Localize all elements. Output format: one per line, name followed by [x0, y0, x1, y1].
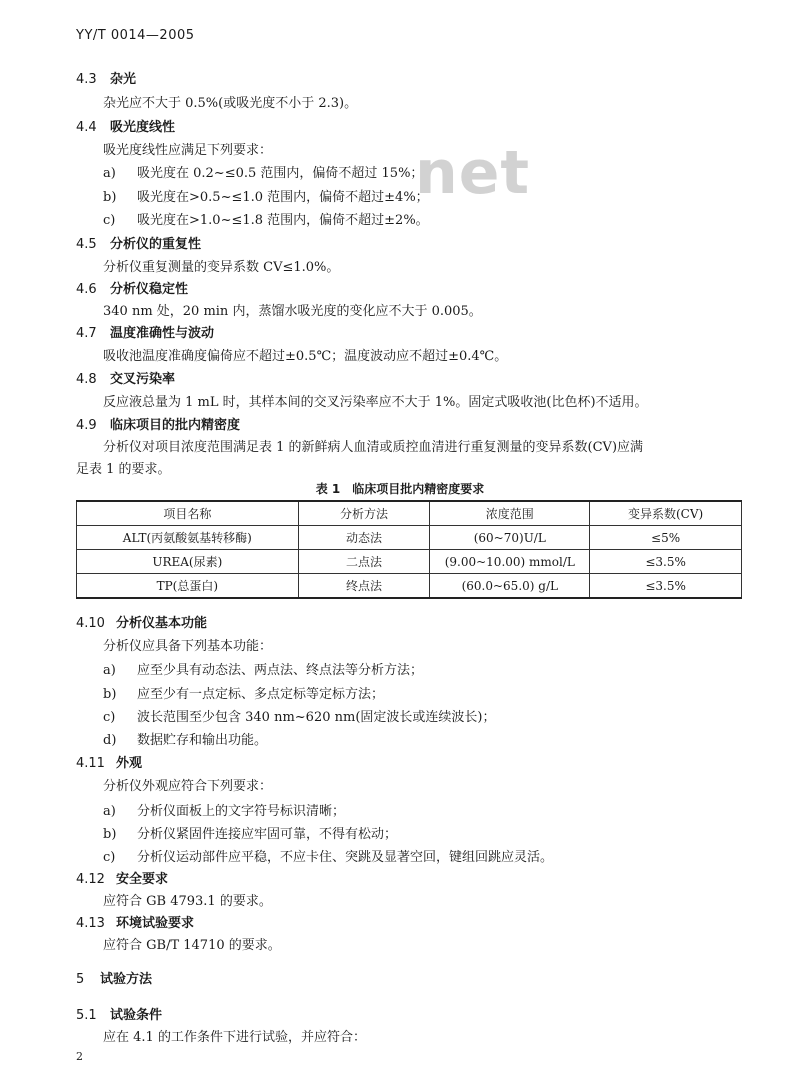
section-number: 4.4	[76, 120, 97, 135]
table-row	[77, 550, 742, 574]
table-cell: UREA(尿素)	[77, 550, 299, 574]
precision-table	[76, 500, 742, 599]
list-marker: b)	[103, 687, 117, 702]
section-title: 试验方法	[100, 972, 153, 987]
table-row	[77, 526, 742, 550]
list-text: 吸光度在>0.5~≤1.0 范围内，偏倚不超过±4%；	[137, 190, 429, 205]
list-text: 分析仪紧固件连接应牢固可靠，不得有松动；	[137, 827, 398, 842]
table-cell: (9.00~10.00) mmol/L	[430, 550, 590, 574]
paragraph: 反应液总量为 1 mL 时，其样本间的交叉污染率应不大于 1%。固定式吸收池(比色杯)不适用。	[103, 395, 648, 410]
section-number: 4.7	[76, 326, 97, 341]
paragraph: 吸光度线性应满足下列要求：	[103, 143, 273, 158]
list-text: 吸光度在>1.0~≤1.8 范围内，偏倚不超过±2%。	[137, 213, 429, 228]
list-item	[103, 209, 429, 228]
section-title: 临床项目的批内精密度	[110, 418, 241, 433]
section-title: 温度准确性与波动	[110, 326, 215, 341]
table-cell: 动态法	[298, 526, 430, 550]
list-item	[103, 683, 384, 702]
list-item	[103, 729, 267, 748]
table-header-cell: 浓度范围	[430, 501, 590, 526]
list-item	[103, 823, 397, 842]
table-header-cell: 分析方法	[298, 501, 430, 526]
paragraph: 应符合 GB 4793.1 的要求。	[103, 894, 272, 909]
list-text: 应至少具有动态法、两点法、终点法等分析方法；	[137, 663, 424, 678]
section-number: 4.5	[76, 237, 97, 252]
paragraph: 分析仪外观应符合下列要求：	[103, 779, 273, 794]
section-4-11-heading	[76, 752, 142, 771]
table-header-cell: 变异系数(CV)	[590, 501, 742, 526]
section-title: 分析仪的重复性	[110, 237, 202, 252]
section-4-7-heading	[76, 322, 214, 341]
list-item	[103, 659, 423, 678]
watermark: net	[415, 138, 531, 208]
section-number: 5.1	[76, 1008, 97, 1023]
list-marker: b)	[103, 827, 117, 842]
list-marker: c)	[103, 710, 116, 725]
paragraph: 分析仪重复测量的变异系数 CV≤1.0%。	[103, 260, 340, 275]
section-4-4-heading	[76, 116, 175, 135]
list-text: 应至少有一点定标、多点定标等定标方法；	[137, 687, 385, 702]
section-number: 5	[76, 972, 85, 987]
table-cell: 终点法	[298, 574, 430, 599]
section-4-9-heading	[76, 414, 240, 433]
section-number: 4.3	[76, 72, 97, 87]
paragraph: 340 nm 处，20 min 内，蒸馏水吸光度的变化应不大于 0.005。	[103, 304, 482, 319]
section-title: 外观	[116, 756, 143, 771]
table-cell: ALT(丙氨酸氨基转移酶)	[77, 526, 299, 550]
list-marker: d)	[103, 733, 117, 748]
section-4-13-heading	[76, 912, 194, 931]
section-number: 4.8	[76, 372, 97, 387]
list-marker: a)	[103, 804, 116, 819]
paragraph: 杂光应不大于 0.5%(或吸光度不小于 2.3)。	[103, 96, 358, 111]
paragraph: 应符合 GB/T 14710 的要求。	[103, 938, 281, 953]
table-cell: ≤3.5%	[590, 550, 742, 574]
list-marker: c)	[103, 850, 116, 865]
section-number: 4.9	[76, 418, 97, 433]
section-4-8-heading	[76, 368, 175, 387]
list-marker: b)	[103, 190, 117, 205]
section-title: 交叉污染率	[110, 372, 176, 387]
table-cell: TP(总蛋白)	[77, 574, 299, 599]
section-4-6-heading	[76, 278, 188, 297]
table-cell: (60~70)U/L	[430, 526, 590, 550]
paragraph: 吸收池温度准确度偏倚应不超过±0.5℃；温度波动应不超过±0.4℃。	[103, 349, 508, 364]
paragraph: 应在 4.1 的工作条件下进行试验，并应符合：	[103, 1030, 366, 1045]
list-marker: a)	[103, 166, 116, 181]
table-cell: (60.0~65.0) g/L	[430, 574, 590, 599]
section-4-5-heading	[76, 233, 201, 252]
section-number: 4.13	[76, 916, 105, 931]
list-text: 数据贮存和输出功能。	[137, 733, 268, 748]
section-number: 4.10	[76, 616, 105, 631]
table-header-row	[77, 501, 742, 526]
section-5-heading	[76, 968, 152, 987]
page-number: 2	[76, 1050, 83, 1063]
table-cell: ≤3.5%	[590, 574, 742, 599]
list-item	[103, 162, 423, 181]
table-header-cell: 项目名称	[77, 501, 299, 526]
section-number: 4.6	[76, 282, 97, 297]
list-item	[103, 846, 553, 865]
paragraph-continuation: 足表 1 的要求。	[76, 462, 171, 477]
list-text: 分析仪运动部件应平稳，不应卡住、突跳及显著空回，键组回跳应灵活。	[137, 850, 554, 865]
section-5-1-heading	[76, 1004, 162, 1023]
list-marker: c)	[103, 213, 116, 228]
section-4-10-heading	[76, 612, 207, 631]
section-title: 安全要求	[116, 872, 169, 887]
paragraph: 分析仪应具备下列基本功能：	[103, 639, 273, 654]
section-title: 杂光	[110, 72, 137, 87]
section-4-3-heading	[76, 68, 136, 87]
table-row	[77, 574, 742, 599]
list-text: 波长范围至少包含 340 nm~620 nm(固定波长或连续波长)；	[137, 710, 496, 725]
section-title: 试验条件	[110, 1008, 163, 1023]
list-marker: a)	[103, 663, 116, 678]
standard-code-header: YY/T 0014—2005	[76, 28, 195, 43]
section-title: 分析仪基本功能	[116, 616, 208, 631]
list-item	[103, 800, 345, 819]
paragraph: 分析仪对项目浓度范围满足表 1 的新鲜病人血清或质控血清进行重复测量的变异系数(CV)应满	[103, 440, 644, 455]
table-cell: 二点法	[298, 550, 430, 574]
section-title: 分析仪稳定性	[110, 282, 189, 297]
list-text: 分析仪面板上的文字符号标识清晰；	[137, 804, 346, 819]
table-cell: ≤5%	[590, 526, 742, 550]
list-text: 吸光度在 0.2~≤0.5 范围内，偏倚不超过 15%；	[137, 166, 424, 181]
section-title: 吸光度线性	[110, 120, 176, 135]
section-4-12-heading	[76, 868, 168, 887]
table-caption: 表 1 临床项目批内精密度要求	[315, 482, 485, 496]
section-number: 4.11	[76, 756, 105, 771]
section-number: 4.12	[76, 872, 105, 887]
section-title: 环境试验要求	[116, 916, 195, 931]
list-item	[103, 706, 495, 725]
list-item	[103, 186, 429, 205]
